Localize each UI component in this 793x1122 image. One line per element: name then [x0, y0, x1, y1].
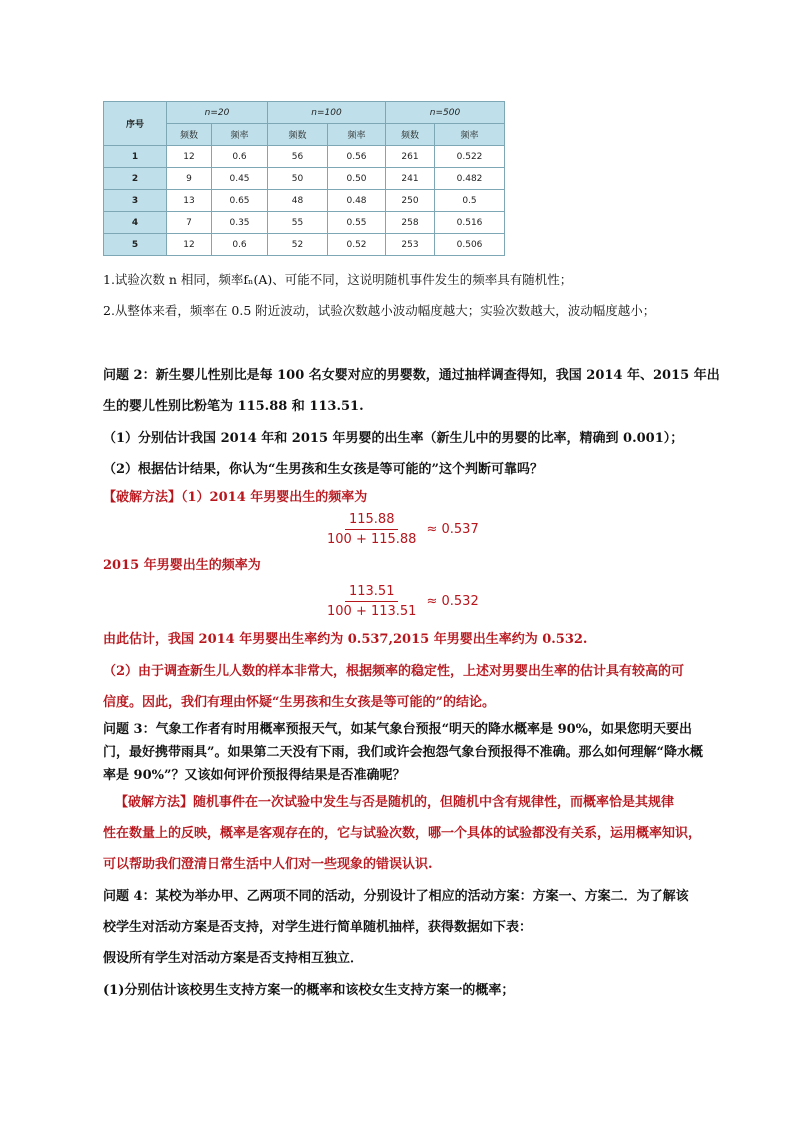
q2-part-2: （2）根据估计结果，你认为“生男孩和生女孩是等可能的”这个判断可靠吗？ [103, 462, 544, 477]
solution-2-line-2: 2015 年男婴出生的频率为 [103, 558, 261, 573]
table-row [104, 234, 505, 256]
sub-header: 频数 [167, 124, 212, 146]
q3-line-2: 门，最好携带雨具”。如果第二天没有下雨，我们或许会抱怨气象台预报得不准确。那么如何理解“降水概 [103, 745, 703, 760]
fraction-2014-denominator: 100 + 115.88 [327, 532, 417, 547]
table-row [104, 168, 505, 190]
group-header-n100: n=100 [268, 102, 386, 124]
group-header-n500: n=500 [386, 102, 505, 124]
solution-tag: 【破解方法】 [103, 490, 182, 505]
solution-tag: 【破解方法】 [115, 795, 194, 810]
fraction-2015 [323, 584, 479, 619]
note-1: 1.试验次数 n 相同，频率fₙ(A)、可能不同，这说明随机事件发生的频率具有随机性； [103, 272, 573, 287]
row-index: 4 [104, 212, 167, 234]
sub-header: 频率 [212, 124, 268, 146]
fraction-2015-numerator: 113.51 [345, 584, 399, 602]
table-cell: 48 [268, 190, 328, 212]
q4-line-2: 校学生对活动方案是否支持，对学生进行简单随机抽样，获得数据如下表： [103, 920, 533, 935]
table-cell: 0.56 [328, 146, 386, 168]
table-cell: 0.6 [212, 234, 268, 256]
table-cell: 9 [167, 168, 212, 190]
q3-line-3: 率是 90%”？又该如何评价预报得结果是否准确呢？ [103, 768, 406, 783]
fraction-2015-denominator: 100 + 113.51 [327, 604, 417, 619]
row-index: 5 [104, 234, 167, 256]
table-cell: 0.6 [212, 146, 268, 168]
table-cell: 56 [268, 146, 328, 168]
fraction-2015-result: ≈ 0.532 [426, 594, 479, 609]
frequency-table-wrap [103, 101, 504, 256]
sub-header: 频率 [328, 124, 386, 146]
table-cell: 0.45 [212, 168, 268, 190]
solution-2-line-5: 信度。因此，我们有理由怀疑“生男孩和生女孩是等可能的”的结论。 [103, 695, 495, 710]
sub-header: 频率 [435, 124, 505, 146]
frequency-table [103, 101, 505, 256]
table-cell: 253 [386, 234, 435, 256]
sub-header: 频数 [386, 124, 435, 146]
table-row [104, 190, 505, 212]
table-cell: 0.5 [435, 190, 505, 212]
solution-2-line-1 [103, 490, 367, 506]
table-cell: 52 [268, 234, 328, 256]
solution-3-line-3: 可以帮助我们澄清日常生活中人们对一些现象的错误认识. [103, 857, 433, 872]
row-index: 1 [104, 146, 167, 168]
q2-line-2: 生的婴儿性别比粉笔为 115.88 和 113.51. [103, 399, 364, 414]
table-cell: 7 [167, 212, 212, 234]
table-cell: 55 [268, 212, 328, 234]
q2-line-1: 问题 2：新生婴儿性别比是每 100 名女婴对应的男婴数，通过抽样调查得知，我国 2014 年、2015 年出 [103, 368, 720, 383]
row-index: 2 [104, 168, 167, 190]
table-cell: 0.506 [435, 234, 505, 256]
note-2: 2.从整体来看，频率在 0.5 附近波动，试验次数越小波动幅度越大；实验次数越大，波动幅度越小； [103, 303, 656, 318]
fraction-2014 [323, 512, 479, 547]
table-cell: 258 [386, 212, 435, 234]
row-index: 3 [104, 190, 167, 212]
table-cell: 250 [386, 190, 435, 212]
table-cell: 13 [167, 190, 212, 212]
table-cell: 0.50 [328, 168, 386, 190]
table-cell: 12 [167, 234, 212, 256]
table-cell: 50 [268, 168, 328, 190]
group-header-n20: n=20 [167, 102, 268, 124]
header-seq: 序号 [104, 102, 167, 146]
table-cell: 0.516 [435, 212, 505, 234]
solution-3-line-1 [115, 795, 674, 811]
solution-2-line-3: 由此估计，我国 2014 年男婴出生率约为 0.537,2015 年男婴出生率约为 0.532. [103, 632, 588, 647]
fraction-2014-result: ≈ 0.537 [426, 522, 479, 537]
q4-line-4: (1)分别估计该校男生支持方案一的概率和该校女生支持方案一的概率； [103, 983, 515, 998]
table-cell: 0.35 [212, 212, 268, 234]
solution-2-text-1: （1）2014 年男婴出生的频率为 [181, 490, 368, 505]
q4-line-3: 假设所有学生对活动方案是否支持相互独立． [103, 951, 364, 966]
sub-header: 频数 [268, 124, 328, 146]
table-cell: 0.48 [328, 190, 386, 212]
q2-part-1: （1）分别估计我国 2014 年和 2015 年男婴的出生率（新生儿中的男婴的比率，精确到 0.001）； [103, 431, 684, 446]
table-cell: 0.55 [328, 212, 386, 234]
solution-2-line-4: （2）由于调查新生儿人数的样本非常大，根据频率的稳定性，上述对男婴出生率的估计具有较高的可 [103, 664, 685, 679]
table-row [104, 146, 505, 168]
table-cell: 0.482 [435, 168, 505, 190]
table-cell: 241 [386, 168, 435, 190]
solution-3-line-2: 性在数量上的反映，概率是客观存在的，它与试验次数，哪一个具体的试验都没有关系，运用概率知识， [103, 826, 702, 841]
table-cell: 12 [167, 146, 212, 168]
table-cell: 261 [386, 146, 435, 168]
fraction-2014-numerator: 115.88 [345, 512, 399, 530]
solution-3-text-1: 随机事件在一次试验中发生与否是随机的，但随机中含有规律性，而概率恰是其规律 [193, 795, 675, 810]
table-cell: 0.65 [212, 190, 268, 212]
table-row [104, 212, 505, 234]
table-cell: 0.52 [328, 234, 386, 256]
q4-line-1: 问题 4：某校为举办甲、乙两项不同的活动，分别设计了相应的活动方案：方案一、方案二．为了解该 [103, 889, 689, 904]
table-cell: 0.522 [435, 146, 505, 168]
q3-line-1: 问题 3：气象工作者有时用概率预报天气，如某气象台预报“明天的降水概率是 90%，如果您明天要出 [103, 722, 693, 737]
